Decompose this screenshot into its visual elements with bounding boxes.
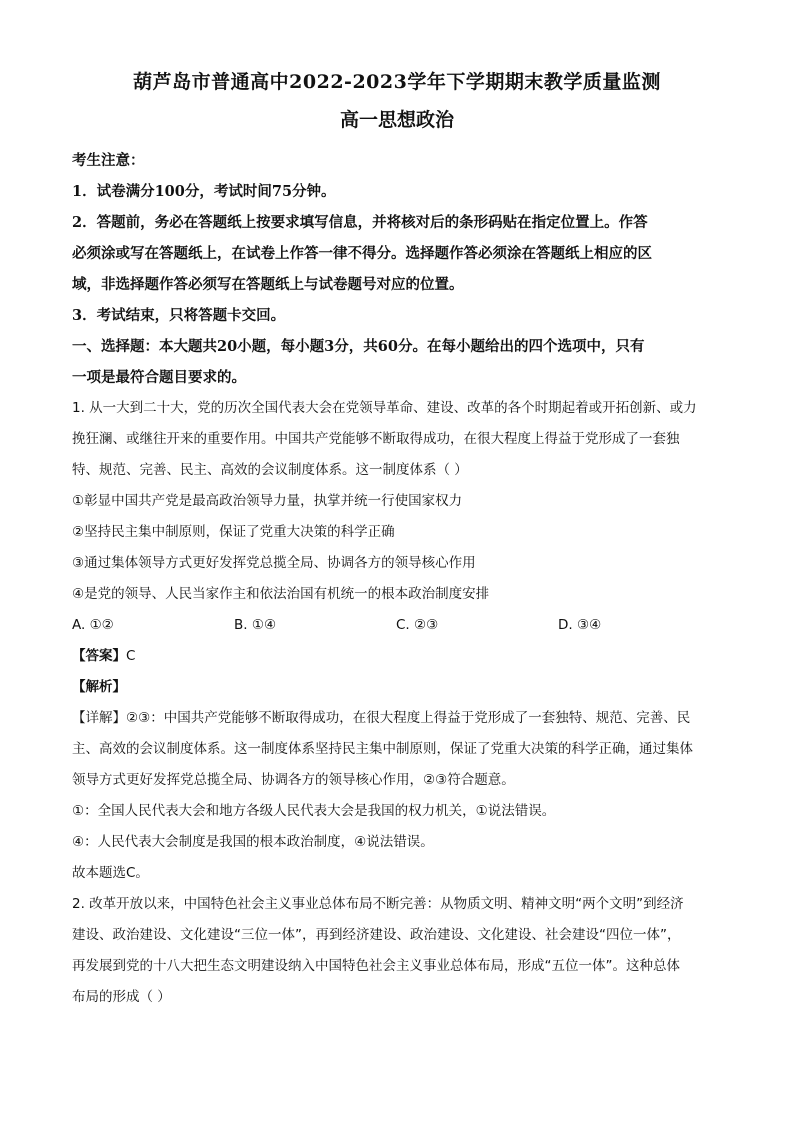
option-a: A. ①②: [72, 617, 114, 633]
question-1: [72, 393, 722, 889]
notice-line: 1．试卷满分100分，考试时间75分钟。: [72, 183, 336, 200]
detail-line: ④：人民代表大会制度是我国的根本政治制度，④说法错误。: [72, 834, 434, 850]
option-b: B. ①④: [234, 617, 277, 633]
statement-1: ①彰显中国共产党是最高政治领导力量，执掌并统一行使国家权力: [72, 493, 463, 509]
answer-row: [72, 641, 722, 672]
question-stem-line: 挽狂澜、或继往开来的重要作用。中国共产党能够不断取得成功，在很大程度上得益于党形成了一套独: [72, 431, 680, 447]
section-line: 一、选择题：本大题共20小题，每小题3分，共60分。在每小题给出的四个选项中，只有: [72, 338, 645, 355]
question-stem-line: 特、规范、完善、民主、高效的会议制度体系。这一制度体系（ ）: [72, 462, 468, 478]
detail-line: 故本题选C。: [72, 865, 149, 881]
analysis-row: [72, 672, 722, 703]
exam-title: 葫芦岛市普通高中2022-2023学年下学期期末教学质量监测: [133, 71, 661, 93]
exam-subject: 高一思想政治: [339, 109, 454, 131]
notice-line: 2．答题前，务必在答题纸上按要求填写信息，并将核对后的条形码贴在指定位置上。作答: [72, 214, 648, 231]
notice-line: 域，非选择题作答必须写在答题纸上与试卷题号对应的位置。: [72, 276, 464, 293]
question-2: [72, 889, 722, 1013]
question-stem-line: 建设、政治建设、文化建设“三位一体”，再到经济建设、政治建设、文化建设、社会建设“四位一体”，: [72, 927, 681, 943]
statement-4: ④是党的领导、人民当家作主和依法治国有机统一的根本政治制度安排: [72, 586, 490, 602]
answer-options: [72, 610, 722, 641]
question-stem-line: 2. 改革开放以来，中国特色社会主义事业总体布局不断完善：从物质文明、精神文明“两个文明”到经济: [72, 896, 684, 912]
statement-2: ②坚持民主集中制原则，保证了党重大决策的科学正确: [72, 524, 395, 540]
section-heading: [72, 331, 722, 393]
detail-line: ①：全国人民代表大会和地方各级人民代表大会是我国的权力机关，①说法错误。: [72, 803, 556, 819]
analysis-label: 【解析】: [72, 679, 126, 695]
question-stem-line: 1. 从一大到二十大，党的历次全国代表大会在党领导革命、建设、改革的各个时期起着或开拓创新、或力: [72, 400, 697, 416]
notice-block: [72, 146, 722, 331]
question-stem-line: 再发展到党的十八大把生态文明建设纳入中国特色社会主义事业总体布局，形成“五位一体”。这种总体: [72, 958, 680, 974]
detail-line: 主、高效的会议制度体系。这一制度体系坚持民主集中制原则，保证了党重大决策的科学正确，通过集体: [72, 741, 693, 757]
option-d: D. ③④: [558, 617, 602, 633]
detail-line: 领导方式更好发挥党总揽全局、协调各方的领导核心作用，②③符合题意。: [72, 772, 515, 788]
answer-value: C: [126, 648, 136, 664]
notice-heading: 考生注意：: [72, 152, 145, 169]
statement-3: ③通过集体领导方式更好发挥党总揽全局、协调各方的领导核心作用: [72, 555, 476, 571]
option-c: C. ②③: [396, 617, 439, 633]
notice-line: 3．考试结束，只将答题卡交回。: [72, 307, 286, 324]
notice-line: 必须涂或写在答题纸上，在试卷上作答一律不得分。选择题作答必须涂在答题纸上相应的区: [72, 245, 652, 262]
question-stem-line: 布局的形成（ ）: [72, 989, 171, 1005]
answer-label: 【答案】: [72, 648, 126, 664]
section-line: 一项是最符合题目要求的。: [72, 369, 246, 386]
detail-line: 【详解】②③：中国共产党能够不断取得成功，在很大程度上得益于党形成了一套独特、规范、完善、民: [72, 710, 691, 726]
